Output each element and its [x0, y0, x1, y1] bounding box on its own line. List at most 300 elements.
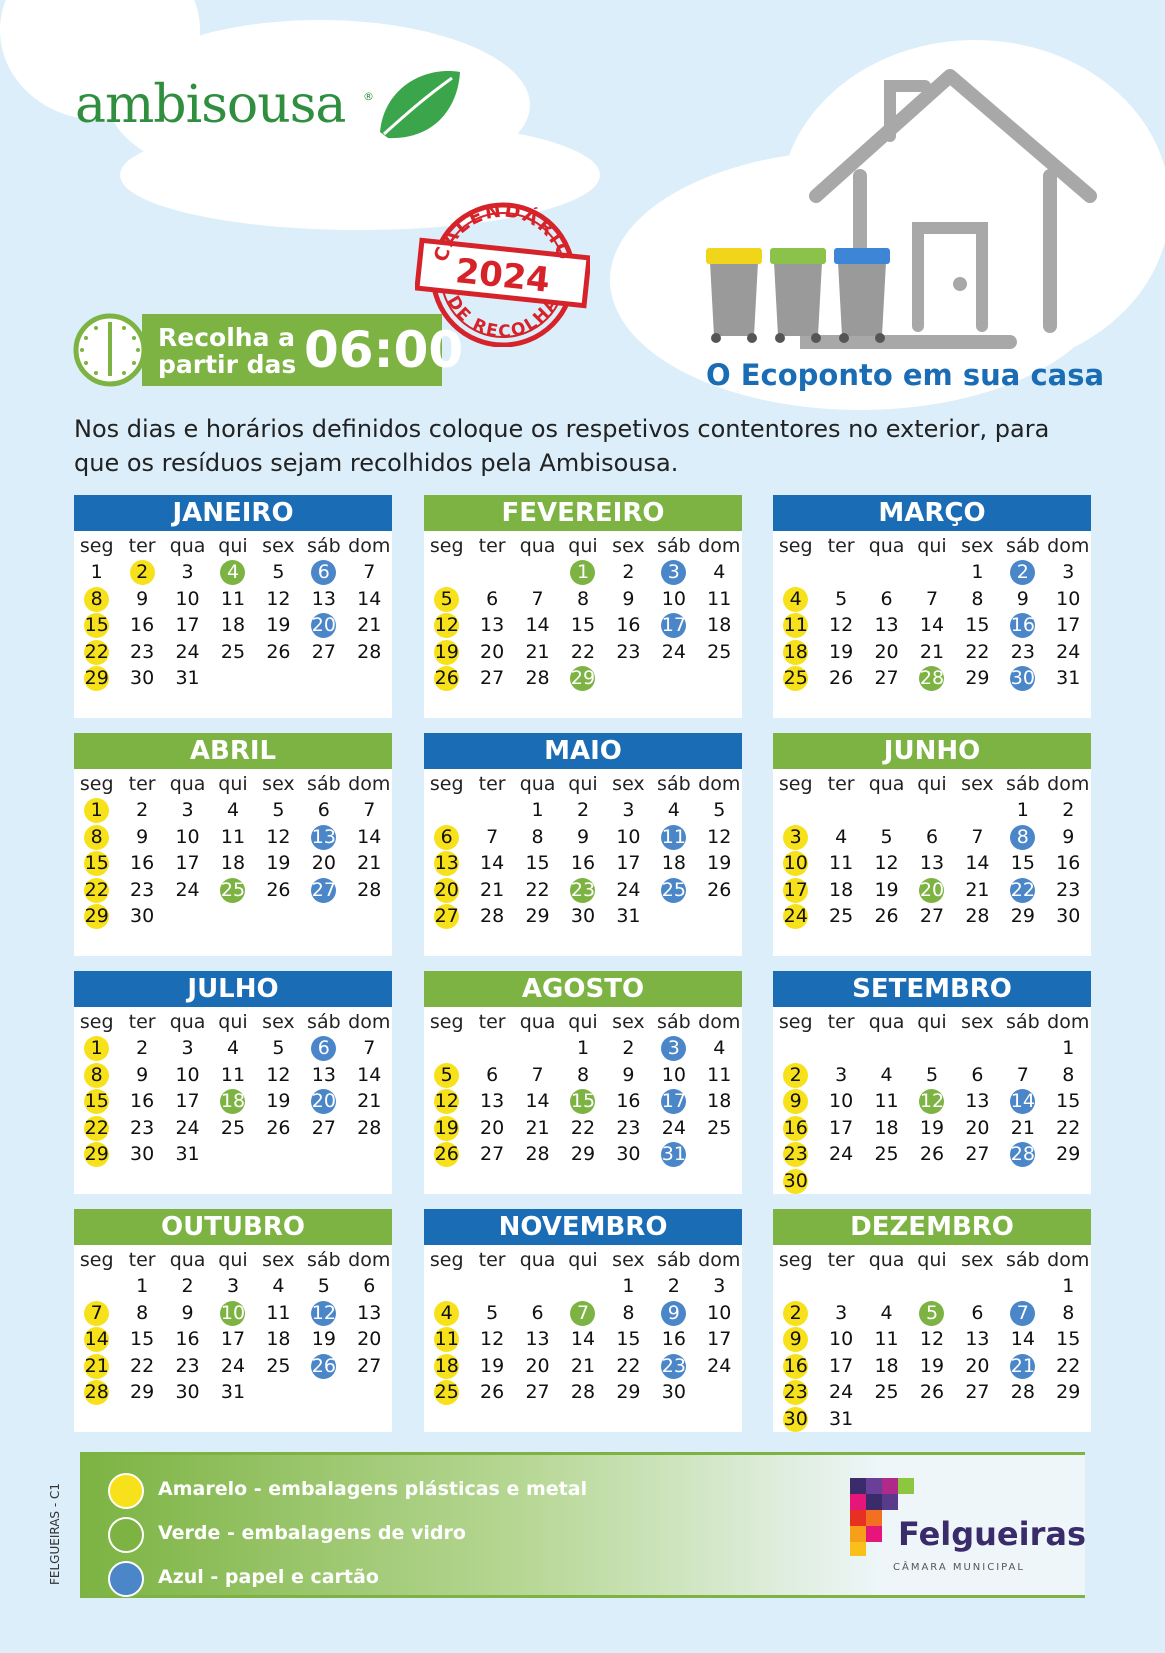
day-number: 5 — [272, 561, 285, 583]
day-number: 6 — [486, 587, 499, 610]
empty-day-cell — [515, 1035, 560, 1062]
day-cell — [1046, 1379, 1091, 1406]
day-cell — [210, 797, 255, 824]
day-number: 5 — [880, 825, 893, 848]
day-cell — [515, 1353, 560, 1380]
day-number: 26 — [707, 878, 732, 901]
day-cell — [651, 1062, 696, 1089]
day-cell-yellow-pickup — [424, 1379, 469, 1406]
day-cell — [119, 1035, 164, 1062]
day-cell — [301, 1273, 346, 1300]
day-cell-yellow-pickup — [424, 1141, 469, 1168]
day-cell — [165, 1300, 210, 1327]
day-cell-blue-pickup — [301, 1300, 346, 1327]
day-number: 22 — [616, 1354, 641, 1377]
day-cell — [955, 1115, 1000, 1142]
day-cell — [560, 1326, 605, 1353]
day-cell-green-pickup — [909, 1300, 954, 1327]
day-cell — [301, 586, 346, 613]
day-number: 12 — [874, 852, 899, 874]
empty-day-cell — [909, 1273, 954, 1300]
empty-day-cell — [818, 559, 863, 586]
day-cell-yellow-pickup — [773, 1088, 818, 1115]
day-cell-green-pickup — [210, 1088, 255, 1115]
empty-day-cell — [560, 1273, 605, 1300]
day-cell — [818, 612, 863, 639]
day-number: 7 — [486, 825, 499, 848]
day-cell-blue-pickup — [1000, 665, 1045, 692]
day-cell-green-pickup — [560, 1300, 605, 1327]
day-cell — [256, 1273, 301, 1300]
weekday-label: seg — [79, 1011, 114, 1033]
day-number: 24 — [783, 905, 808, 927]
day-cell — [606, 1300, 651, 1327]
day-number: 29 — [525, 905, 550, 927]
day-number: 21 — [357, 1090, 382, 1112]
day-number: 20 — [525, 1354, 550, 1377]
empty-day-cell — [773, 1035, 818, 1062]
day-number: 14 — [919, 614, 945, 636]
day-number: 14 — [525, 1090, 550, 1112]
day-cell — [469, 877, 514, 904]
day-cell — [165, 665, 210, 692]
weekday-label: qua — [169, 773, 206, 795]
day-number: 13 — [311, 825, 336, 848]
day-number: 25 — [220, 1116, 246, 1139]
day-number: 11 — [829, 852, 854, 874]
day-number: 25 — [829, 905, 854, 927]
day-cell-yellow-pickup — [74, 665, 119, 692]
empty-day-cell — [818, 1035, 863, 1062]
day-number: 12 — [266, 587, 291, 610]
day-cell — [515, 903, 560, 930]
day-number: 12 — [311, 1301, 336, 1324]
day-cell-yellow-pickup — [74, 1300, 119, 1327]
eco-title: O Ecoponto em sua casa — [706, 358, 1105, 392]
day-number: 30 — [1056, 905, 1081, 927]
day-cell-blue-pickup — [1000, 612, 1045, 639]
day-cell — [256, 612, 301, 639]
day-cell-yellow-pickup — [773, 1406, 818, 1433]
day-number: 13 — [311, 587, 336, 610]
day-number: 11 — [783, 614, 808, 636]
day-number: 15 — [525, 852, 550, 874]
day-cell — [165, 797, 210, 824]
day-number: 10 — [175, 1063, 200, 1086]
day-cell-green-pickup — [909, 877, 954, 904]
day-cell — [818, 586, 863, 613]
yellow-bin-icon — [706, 248, 762, 343]
day-cell-yellow-pickup — [424, 903, 469, 930]
day-number: 17 — [1056, 614, 1081, 636]
day-number: 1 — [84, 798, 109, 823]
month-calendar — [424, 733, 742, 956]
day-number: 22 — [1010, 878, 1035, 901]
day-number: 28 — [84, 1381, 109, 1403]
day-cell — [301, 639, 346, 666]
day-number: 8 — [136, 1301, 149, 1324]
day-cell — [119, 824, 164, 851]
day-number: 1 — [570, 560, 595, 585]
day-number: 16 — [130, 1090, 155, 1112]
day-cell — [697, 586, 742, 613]
day-cell — [1000, 1326, 1045, 1353]
day-number: 28 — [357, 640, 382, 663]
day-number: 25 — [266, 1354, 291, 1377]
day-cell — [606, 1141, 651, 1168]
weekday-label: qui — [218, 1011, 248, 1033]
day-cell-blue-pickup — [301, 612, 346, 639]
day-number: 13 — [480, 1090, 505, 1112]
day-number: 7 — [1010, 1301, 1035, 1326]
weekday-label: sáb — [307, 1011, 341, 1033]
day-number: 23 — [130, 878, 155, 901]
day-cell — [119, 1273, 164, 1300]
weekday-label: dom — [698, 535, 741, 557]
day-number: 17 — [661, 1090, 686, 1112]
day-cell — [347, 797, 392, 824]
weekday-label: dom — [348, 773, 391, 795]
day-cell — [210, 850, 255, 877]
day-number: 12 — [266, 825, 291, 848]
day-number: 22 — [84, 1116, 109, 1139]
day-number: 21 — [919, 640, 945, 663]
day-number: 10 — [175, 587, 200, 610]
day-cell — [864, 665, 909, 692]
day-number: 2 — [130, 560, 155, 585]
day-number: 28 — [919, 667, 945, 689]
day-number: 16 — [130, 614, 155, 636]
day-cell-blue-pickup — [1000, 1353, 1045, 1380]
empty-day-cell — [424, 1273, 469, 1300]
weekday-label: qui — [218, 535, 248, 557]
weekday-label: qua — [519, 1249, 556, 1271]
day-cell — [818, 903, 863, 930]
stamp-bottom-text: DE RECOLHA — [442, 292, 564, 343]
day-number: 5 — [434, 1063, 459, 1088]
day-number: 9 — [136, 1063, 149, 1086]
day-cell — [606, 903, 651, 930]
day-number: 20 — [874, 640, 899, 663]
month-calendar — [74, 495, 392, 718]
weekday-label: qua — [868, 535, 905, 557]
day-number: 12 — [480, 1328, 505, 1350]
day-number: 20 — [311, 614, 336, 636]
month-title: AGOSTO — [424, 971, 742, 1007]
day-cell — [651, 1326, 696, 1353]
day-number: 2 — [783, 1301, 808, 1326]
day-cell — [909, 612, 954, 639]
day-number: 14 — [480, 852, 505, 874]
month-days-grid — [773, 769, 1091, 930]
day-cell — [955, 824, 1000, 851]
day-cell — [256, 1300, 301, 1327]
day-number: 15 — [1010, 852, 1035, 874]
day-cell — [651, 850, 696, 877]
month-calendar — [74, 971, 392, 1194]
day-number: 4 — [880, 1301, 893, 1324]
day-cell — [301, 797, 346, 824]
day-number: 11 — [434, 1328, 459, 1350]
day-number: 3 — [835, 1301, 848, 1324]
day-number: 22 — [1056, 1116, 1081, 1139]
day-number: 21 — [480, 878, 505, 901]
day-number: 3 — [661, 560, 686, 585]
day-number: 13 — [357, 1301, 382, 1324]
month-calendar — [424, 495, 742, 718]
day-cell — [864, 1062, 909, 1089]
day-number: 23 — [130, 1116, 155, 1139]
day-number: 21 — [84, 1354, 109, 1377]
day-cell — [119, 1115, 164, 1142]
day-number: 25 — [707, 1116, 732, 1139]
day-number: 14 — [357, 825, 382, 848]
weekday-label: qui — [917, 535, 947, 557]
day-number: 1 — [576, 1037, 590, 1059]
day-cell — [301, 1062, 346, 1089]
month-calendar — [74, 733, 392, 956]
day-number: 6 — [434, 825, 459, 850]
day-cell — [606, 877, 651, 904]
weekday-label: seg — [778, 535, 813, 557]
intro-text: Nos dias e horários definidos coloque os respetivos contentores no exterior, para que os resíduos sejam recolhidos pela Ambisousa. — [74, 415, 1050, 477]
day-cell — [1000, 797, 1045, 824]
day-number: 22 — [570, 1116, 596, 1139]
day-number: 2 — [576, 799, 590, 821]
day-number: 9 — [622, 1063, 635, 1086]
day-cell-yellow-pickup — [119, 559, 164, 586]
day-number: 7 — [925, 587, 939, 610]
day-cell — [697, 612, 742, 639]
day-number: 23 — [1010, 640, 1035, 663]
day-number: 28 — [525, 1143, 550, 1165]
day-cell — [256, 850, 301, 877]
day-cell — [515, 1141, 560, 1168]
weekday-label: sáb — [657, 535, 691, 557]
weekday-label: sáb — [1006, 1249, 1040, 1271]
day-number: 6 — [311, 560, 336, 585]
day-cell — [560, 797, 605, 824]
day-cell — [864, 903, 909, 930]
weekday-label: qua — [169, 1011, 206, 1033]
day-number: 17 — [783, 878, 808, 901]
day-cell — [909, 1326, 954, 1353]
day-cell-yellow-pickup — [74, 1326, 119, 1353]
day-cell-blue-pickup — [1000, 877, 1045, 904]
day-number: 26 — [480, 1381, 505, 1403]
day-cell — [864, 1326, 909, 1353]
day-number: 9 — [661, 1301, 686, 1326]
weekday-label: qui — [218, 773, 248, 795]
day-cell — [301, 1115, 346, 1142]
day-cell — [1046, 1353, 1091, 1380]
weekday-label: dom — [348, 1011, 391, 1033]
weekday-label: sex — [612, 1011, 645, 1033]
month-calendar — [424, 971, 742, 1194]
day-cell — [697, 1062, 742, 1089]
day-cell-blue-pickup — [301, 1035, 346, 1062]
day-cell — [347, 612, 392, 639]
weekday-label: qui — [917, 1011, 947, 1033]
day-cell — [955, 665, 1000, 692]
day-cell-blue-pickup — [301, 559, 346, 586]
day-number: 11 — [220, 825, 246, 848]
day-cell-blue-pickup — [651, 877, 696, 904]
day-number: 11 — [266, 1301, 291, 1324]
day-number: 7 — [971, 825, 984, 848]
day-number: 1 — [971, 561, 984, 583]
day-cell — [347, 559, 392, 586]
weekday-label: sex — [961, 535, 994, 557]
weekday-label: qui — [917, 1249, 947, 1271]
day-number: 17 — [829, 1116, 854, 1139]
weekday-label: dom — [698, 773, 741, 795]
day-cell — [469, 1353, 514, 1380]
day-cell-blue-pickup — [301, 1088, 346, 1115]
day-cell-yellow-pickup — [773, 1168, 818, 1195]
day-cell — [1046, 1141, 1091, 1168]
day-cell — [955, 850, 1000, 877]
day-number: 6 — [363, 1275, 376, 1297]
day-cell — [165, 877, 210, 904]
day-cell — [165, 639, 210, 666]
day-cell — [560, 1062, 605, 1089]
day-number: 11 — [220, 587, 246, 610]
day-cell — [347, 586, 392, 613]
day-number: 7 — [363, 1037, 376, 1059]
day-number: 23 — [616, 1116, 641, 1139]
empty-day-cell — [909, 1035, 954, 1062]
empty-day-cell — [864, 797, 909, 824]
day-cell — [119, 797, 164, 824]
day-cell — [119, 1379, 164, 1406]
day-cell-yellow-pickup — [773, 850, 818, 877]
day-number: 8 — [1062, 1301, 1075, 1324]
weekday-label: sex — [961, 1011, 994, 1033]
clock-icon — [72, 310, 148, 390]
day-cell — [651, 639, 696, 666]
day-cell — [210, 1062, 255, 1089]
day-cell — [515, 850, 560, 877]
day-number: 31 — [616, 905, 641, 927]
day-number: 23 — [130, 640, 155, 663]
day-number: 4 — [434, 1301, 459, 1326]
day-number: 16 — [1056, 852, 1081, 874]
weekday-label: sáb — [1006, 535, 1040, 557]
day-cell — [515, 1379, 560, 1406]
day-number: 10 — [707, 1301, 732, 1324]
day-number: 23 — [783, 1143, 808, 1165]
day-cell — [606, 1088, 651, 1115]
day-number: 12 — [434, 1090, 459, 1112]
day-cell — [469, 1062, 514, 1089]
day-cell-yellow-pickup — [773, 586, 818, 613]
day-cell — [1046, 1326, 1091, 1353]
day-cell-yellow-pickup — [424, 1326, 469, 1353]
day-cell — [515, 639, 560, 666]
day-number: 22 — [525, 878, 550, 901]
weekday-label: seg — [429, 773, 464, 795]
day-number: 25 — [874, 1143, 899, 1165]
day-number: 8 — [84, 1063, 109, 1088]
stamp-top-text: CALENDÁRIO — [429, 199, 577, 265]
month-days-grid — [74, 769, 392, 930]
weekday-label: seg — [778, 1011, 813, 1033]
day-number: 14 — [1010, 1090, 1035, 1112]
day-number: 26 — [311, 1354, 336, 1377]
day-cell — [119, 1141, 164, 1168]
day-cell — [515, 1115, 560, 1142]
day-cell — [909, 586, 954, 613]
day-cell-yellow-pickup — [424, 1115, 469, 1142]
day-number: 24 — [175, 878, 200, 901]
day-number: 30 — [570, 905, 596, 927]
day-number: 10 — [829, 1090, 854, 1112]
day-cell-green-pickup — [909, 665, 954, 692]
day-cell — [955, 612, 1000, 639]
day-number: 20 — [480, 1116, 505, 1139]
day-cell — [864, 639, 909, 666]
weekday-label: qui — [218, 1249, 248, 1271]
day-cell — [818, 1326, 863, 1353]
day-cell — [1000, 586, 1045, 613]
day-number: 13 — [311, 1063, 336, 1086]
day-cell — [1000, 1062, 1045, 1089]
weekday-label: seg — [79, 1249, 114, 1271]
day-number: 5 — [919, 1301, 944, 1326]
day-number: 5 — [835, 587, 848, 610]
day-number: 29 — [84, 667, 109, 689]
day-cell — [301, 1326, 346, 1353]
day-cell — [697, 1088, 742, 1115]
day-number: 13 — [480, 614, 505, 636]
green-bin-icon — [770, 248, 826, 343]
day-number: 7 — [570, 1301, 595, 1326]
pickup-label-line2: partir das — [158, 350, 297, 379]
day-number: 4 — [835, 825, 848, 848]
day-number: 13 — [919, 852, 945, 874]
day-number: 1 — [1062, 1037, 1075, 1059]
day-cell-green-pickup — [909, 1088, 954, 1115]
day-cell — [1046, 1115, 1091, 1142]
day-cell — [560, 903, 605, 930]
day-cell — [818, 1141, 863, 1168]
day-number: 15 — [965, 614, 990, 636]
day-number: 8 — [1062, 1063, 1075, 1086]
day-cell — [210, 1035, 255, 1062]
day-cell — [864, 1088, 909, 1115]
day-number: 17 — [707, 1328, 732, 1350]
day-number: 18 — [707, 614, 732, 636]
day-number: 29 — [1056, 1381, 1081, 1403]
weekday-label: ter — [128, 1249, 156, 1271]
day-cell — [256, 797, 301, 824]
day-number: 13 — [874, 614, 899, 636]
day-cell — [560, 1035, 605, 1062]
day-number: 15 — [616, 1328, 641, 1350]
day-number: 3 — [181, 561, 194, 583]
day-cell-blue-pickup — [1000, 559, 1045, 586]
day-cell — [515, 1300, 560, 1327]
day-number: 1 — [136, 1275, 149, 1297]
day-cell — [301, 850, 346, 877]
day-number: 23 — [783, 1381, 808, 1403]
day-cell — [165, 1062, 210, 1089]
day-number: 5 — [925, 1063, 939, 1086]
day-number: 15 — [84, 614, 109, 636]
day-number: 16 — [783, 1354, 808, 1377]
day-cell — [864, 586, 909, 613]
